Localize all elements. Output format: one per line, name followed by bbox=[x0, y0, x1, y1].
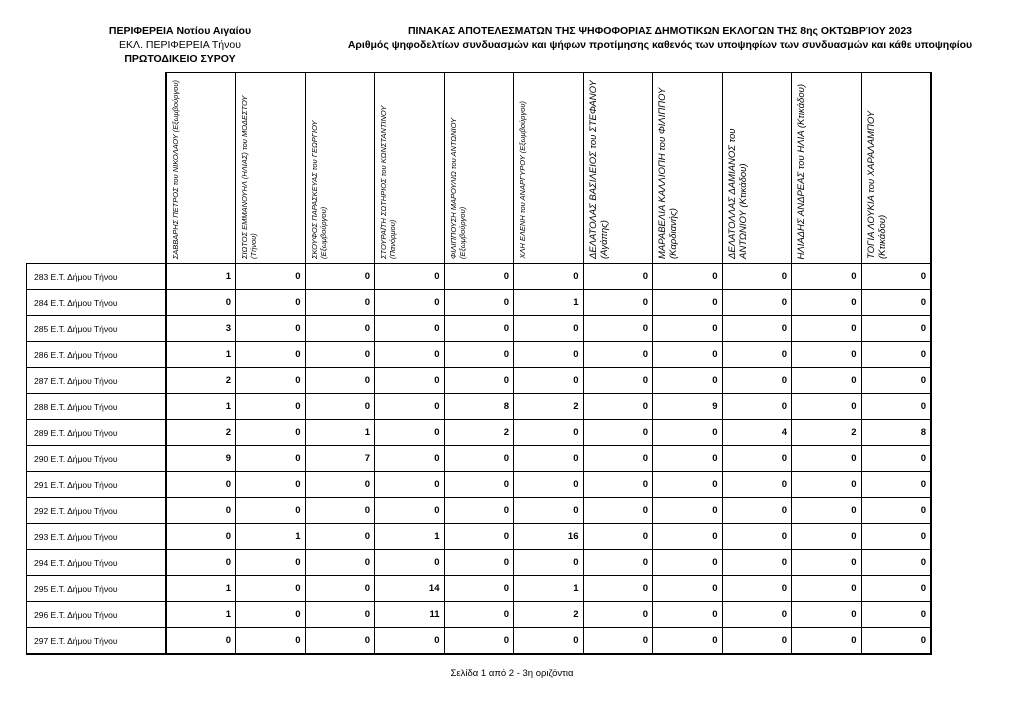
table-row bbox=[27, 446, 932, 472]
vote-count-cell: 0 bbox=[653, 420, 723, 446]
vote-count-cell: 0 bbox=[583, 524, 653, 550]
vote-count-cell: 0 bbox=[861, 628, 931, 655]
vote-count-cell: 0 bbox=[583, 576, 653, 602]
vote-count-cell: 0 bbox=[722, 264, 792, 290]
vote-count-cell: 0 bbox=[236, 472, 306, 498]
polling-station-label: 284 Ε.Τ. Δήμου Τήνου bbox=[27, 290, 166, 316]
candidate-name: ΜΑΡΑΒΕΛΙΑ ΚΑΛΛΙΟΠΗ του ΦΙΛΙΠΠΟΥ (Καρδιανής) bbox=[657, 87, 679, 259]
vote-count-cell: 11 bbox=[375, 602, 445, 628]
candidate-header bbox=[514, 73, 584, 264]
vote-count-cell: 0 bbox=[583, 342, 653, 368]
table-row bbox=[27, 602, 932, 628]
vote-count-cell: 0 bbox=[583, 316, 653, 342]
vote-count-cell: 0 bbox=[444, 290, 514, 316]
vote-count-cell: 4 bbox=[722, 420, 792, 446]
vote-count-cell: 0 bbox=[166, 498, 236, 524]
candidate-name: ΦΙΛΙΠΠΟΥΣΗ ΜΑΡΟΥΛΙΩ του ΑΝΤΩΝΙΟΥ (Εξωμβούργου) bbox=[448, 117, 467, 259]
vote-count-cell: 0 bbox=[375, 290, 445, 316]
vote-count-cell: 0 bbox=[305, 394, 375, 420]
vote-count-cell: 0 bbox=[861, 342, 931, 368]
table-row bbox=[27, 628, 932, 655]
table-row bbox=[27, 342, 932, 368]
vote-count-cell: 0 bbox=[375, 342, 445, 368]
vote-count-cell: 0 bbox=[861, 498, 931, 524]
vote-count-cell: 0 bbox=[514, 446, 584, 472]
vote-count-cell: 0 bbox=[792, 342, 862, 368]
vote-count-cell: 1 bbox=[514, 576, 584, 602]
vote-count-cell: 0 bbox=[653, 498, 723, 524]
vote-count-cell: 1 bbox=[305, 420, 375, 446]
vote-count-cell: 0 bbox=[236, 446, 306, 472]
table-row bbox=[27, 394, 932, 420]
vote-count-cell: 9 bbox=[166, 446, 236, 472]
vote-count-cell: 0 bbox=[305, 628, 375, 655]
vote-count-cell: 0 bbox=[305, 264, 375, 290]
vote-count-cell: 0 bbox=[375, 550, 445, 576]
vote-count-cell: 0 bbox=[583, 602, 653, 628]
vote-count-cell: 0 bbox=[375, 498, 445, 524]
vote-count-cell: 0 bbox=[375, 472, 445, 498]
page-footer: Σελίδα 1 από 2 - 3η οριζόντια bbox=[450, 668, 574, 679]
vote-count-cell: 0 bbox=[305, 524, 375, 550]
vote-count-cell: 0 bbox=[653, 316, 723, 342]
vote-count-cell: 0 bbox=[722, 628, 792, 655]
polling-station-label: 293 Ε.Τ. Δήμου Τήνου bbox=[27, 524, 166, 550]
vote-count-cell: 0 bbox=[514, 420, 584, 446]
candidate-name: ΣΙΩΤΟΣ ΕΜΜΑΝΟΥΗΛ (ΗΛΙΑΣ) του ΜΟΔΕΣΤΟΥ (Τήνου) bbox=[240, 95, 258, 259]
vote-count-cell: 2 bbox=[166, 420, 236, 446]
polling-station-label: 287 Ε.Τ. Δήμου Τήνου bbox=[27, 368, 166, 394]
vote-count-cell: 0 bbox=[861, 316, 931, 342]
vote-count-cell: 0 bbox=[444, 602, 514, 628]
vote-count-cell: 0 bbox=[166, 524, 236, 550]
results-table bbox=[26, 72, 932, 655]
vote-count-cell: 0 bbox=[583, 420, 653, 446]
vote-count-cell: 2 bbox=[444, 420, 514, 446]
vote-count-cell: 0 bbox=[861, 368, 931, 394]
vote-count-cell: 0 bbox=[236, 498, 306, 524]
vote-count-cell: 0 bbox=[375, 264, 445, 290]
vote-count-cell: 0 bbox=[166, 628, 236, 655]
vote-count-cell: 0 bbox=[653, 342, 723, 368]
table-row bbox=[27, 316, 932, 342]
candidate-header bbox=[722, 73, 792, 264]
vote-count-cell: 0 bbox=[236, 420, 306, 446]
polling-station-label: 285 Ε.Τ. Δήμου Τήνου bbox=[27, 316, 166, 342]
header-left bbox=[80, 24, 280, 66]
vote-count-cell: 0 bbox=[583, 264, 653, 290]
vote-count-cell: 0 bbox=[444, 446, 514, 472]
vote-count-cell: 0 bbox=[653, 524, 723, 550]
candidate-name: ΣΤΟΥΡΑΪΤΗ ΣΩΤΗΡΙΟΣ του ΚΩΝΣΤΑΝΤΙΝΟΥ (Πανόρμου) bbox=[379, 105, 397, 259]
vote-count-cell: 0 bbox=[653, 264, 723, 290]
vote-count-cell: 0 bbox=[653, 446, 723, 472]
vote-count-cell: 0 bbox=[305, 550, 375, 576]
candidate-header bbox=[583, 73, 653, 264]
vote-count-cell: 0 bbox=[236, 368, 306, 394]
table-row bbox=[27, 264, 932, 290]
polling-station-label: 290 Ε.Τ. Δήμου Τήνου bbox=[27, 446, 166, 472]
vote-count-cell: 0 bbox=[236, 342, 306, 368]
vote-count-cell: 0 bbox=[722, 576, 792, 602]
electoral-district: ΕΚΛ. ΠΕΡΙΦΕΡΕΙΑ Τήνου bbox=[119, 39, 241, 51]
vote-count-cell: 0 bbox=[653, 550, 723, 576]
vote-count-cell: 0 bbox=[236, 576, 306, 602]
vote-count-cell: 0 bbox=[236, 394, 306, 420]
candidate-name: ΔΕΛΑΤΟΛΛΑΣ ΔΑΜΙΑΝΟΣ του ΑΝΤΩΝΙΟΥ (Κτικάδου) bbox=[726, 128, 749, 259]
vote-count-cell: 0 bbox=[861, 264, 931, 290]
vote-count-cell: 0 bbox=[583, 394, 653, 420]
table-corner bbox=[27, 73, 166, 264]
vote-count-cell: 0 bbox=[236, 628, 306, 655]
candidate-name: ΔΕΛΑΤΟΛΑΣ ΒΑΣΙΛΕΙΟΣ του ΣΤΕΦΑΝΟΥ (Αγάπης) bbox=[587, 80, 610, 259]
vote-count-cell: 0 bbox=[722, 342, 792, 368]
vote-count-cell: 0 bbox=[583, 368, 653, 394]
vote-count-cell: 0 bbox=[792, 550, 862, 576]
vote-count-cell: 0 bbox=[514, 550, 584, 576]
vote-count-cell: 0 bbox=[444, 342, 514, 368]
vote-count-cell: 0 bbox=[305, 290, 375, 316]
vote-count-cell: 2 bbox=[514, 602, 584, 628]
vote-count-cell: 1 bbox=[166, 576, 236, 602]
candidate-name: ΗΛΙΑΔΗΣ ΑΝΔΡΕΑΣ του ΗΛΙΑ (Κτικάδου) bbox=[796, 83, 807, 259]
vote-count-cell: 0 bbox=[722, 550, 792, 576]
vote-count-cell: 0 bbox=[792, 472, 862, 498]
vote-count-cell: 0 bbox=[792, 290, 862, 316]
vote-count-cell: 0 bbox=[375, 446, 445, 472]
vote-count-cell: 0 bbox=[375, 316, 445, 342]
vote-count-cell: 8 bbox=[861, 420, 931, 446]
vote-count-cell: 8 bbox=[444, 394, 514, 420]
vote-count-cell: 0 bbox=[375, 394, 445, 420]
polling-station-label: 288 Ε.Τ. Δήμου Τήνου bbox=[27, 394, 166, 420]
vote-count-cell: 0 bbox=[861, 550, 931, 576]
vote-count-cell: 0 bbox=[653, 602, 723, 628]
candidate-name: ΣΑΒΒΑΡΗΣ ΠΕΤΡΟΣ του ΝΙΚΟΛΑΟΥ (Εξωμβούργου) bbox=[170, 79, 180, 259]
vote-count-cell: 0 bbox=[236, 602, 306, 628]
vote-count-cell: 0 bbox=[722, 602, 792, 628]
vote-count-cell: 0 bbox=[861, 446, 931, 472]
vote-count-cell: 3 bbox=[166, 316, 236, 342]
vote-count-cell: 0 bbox=[514, 498, 584, 524]
table-row bbox=[27, 550, 932, 576]
vote-count-cell: 0 bbox=[722, 316, 792, 342]
vote-count-cell: 0 bbox=[653, 368, 723, 394]
document-title: ΠΙΝΑΚΑΣ ΑΠΟΤΕΛΕΣΜΑΤΩΝ ΤΗΣ ΨΗΦΟΦΟΡΙΑΣ ΔΗΜΟΤΙΚΩΝ ΕΚΛΟΓΩΝ ΤΗΣ 8ης ΟΚΤΩΒΡΊΟΥ 2023 bbox=[407, 25, 913, 37]
vote-count-cell: 0 bbox=[444, 524, 514, 550]
vote-count-cell: 0 bbox=[375, 368, 445, 394]
vote-count-cell: 1 bbox=[375, 524, 445, 550]
results-body bbox=[27, 264, 932, 655]
vote-count-cell: 0 bbox=[305, 576, 375, 602]
table-row bbox=[27, 290, 932, 316]
polling-station-label: 289 Ε.Τ. Δήμου Τήνου bbox=[27, 420, 166, 446]
vote-count-cell: 0 bbox=[722, 394, 792, 420]
candidate-header-row bbox=[27, 73, 932, 264]
vote-count-cell: 0 bbox=[653, 628, 723, 655]
polling-station-label: 296 Ε.Τ. Δήμου Τήνου bbox=[27, 602, 166, 628]
region-name: ΠΕΡΙΦΕΡΕΙΑ Νοτίου Αιγαίου bbox=[108, 25, 252, 37]
polling-station-label: 292 Ε.Τ. Δήμου Τήνου bbox=[27, 498, 166, 524]
vote-count-cell: 2 bbox=[792, 420, 862, 446]
vote-count-cell: 0 bbox=[514, 472, 584, 498]
vote-count-cell: 0 bbox=[861, 394, 931, 420]
vote-count-cell: 0 bbox=[722, 446, 792, 472]
vote-count-cell: 1 bbox=[166, 394, 236, 420]
vote-count-cell: 0 bbox=[305, 316, 375, 342]
vote-count-cell: 0 bbox=[444, 576, 514, 602]
table-row bbox=[27, 368, 932, 394]
vote-count-cell: 0 bbox=[722, 472, 792, 498]
vote-count-cell: 0 bbox=[792, 394, 862, 420]
vote-count-cell: 2 bbox=[514, 394, 584, 420]
vote-count-cell: 0 bbox=[236, 316, 306, 342]
vote-count-cell: 2 bbox=[166, 368, 236, 394]
vote-count-cell: 0 bbox=[305, 368, 375, 394]
document-subtitle: Αριθμός ψηφοδελτίων συνδυασμών και ψήφων προτίμησης καθενός των υποψηφίων των συνδυασμών και κάθε υποψηφίου bbox=[347, 39, 973, 51]
table-row bbox=[27, 576, 932, 602]
vote-count-cell: 0 bbox=[722, 498, 792, 524]
vote-count-cell: 0 bbox=[583, 498, 653, 524]
header-right bbox=[300, 24, 1020, 52]
vote-count-cell: 0 bbox=[583, 550, 653, 576]
candidate-header bbox=[236, 73, 306, 264]
vote-count-cell: 0 bbox=[305, 602, 375, 628]
candidate-header bbox=[444, 73, 514, 264]
vote-count-cell: 0 bbox=[722, 524, 792, 550]
vote-count-cell: 1 bbox=[236, 524, 306, 550]
vote-count-cell: 0 bbox=[166, 290, 236, 316]
polling-station-label: 286 Ε.Τ. Δήμου Τήνου bbox=[27, 342, 166, 368]
candidate-header bbox=[166, 73, 236, 264]
vote-count-cell: 0 bbox=[444, 550, 514, 576]
vote-count-cell: 0 bbox=[444, 316, 514, 342]
vote-count-cell: 0 bbox=[792, 316, 862, 342]
polling-station-label: 283 Ε.Τ. Δήμου Τήνου bbox=[27, 264, 166, 290]
vote-count-cell: 0 bbox=[583, 446, 653, 472]
vote-count-cell: 0 bbox=[861, 602, 931, 628]
vote-count-cell: 16 bbox=[514, 524, 584, 550]
vote-count-cell: 0 bbox=[722, 368, 792, 394]
vote-count-cell: 0 bbox=[792, 602, 862, 628]
vote-count-cell: 1 bbox=[514, 290, 584, 316]
candidate-header bbox=[861, 73, 931, 264]
candidate-header bbox=[653, 73, 723, 264]
vote-count-cell: 0 bbox=[444, 472, 514, 498]
vote-count-cell: 0 bbox=[792, 628, 862, 655]
vote-count-cell: 0 bbox=[514, 628, 584, 655]
vote-count-cell: 0 bbox=[792, 368, 862, 394]
polling-station-label: 295 Ε.Τ. Δήμου Τήνου bbox=[27, 576, 166, 602]
vote-count-cell: 0 bbox=[861, 524, 931, 550]
vote-count-cell: 0 bbox=[444, 498, 514, 524]
polling-station-label: 291 Ε.Τ. Δήμου Τήνου bbox=[27, 472, 166, 498]
vote-count-cell: 0 bbox=[653, 576, 723, 602]
vote-count-cell: 0 bbox=[444, 368, 514, 394]
vote-count-cell: 0 bbox=[514, 316, 584, 342]
vote-count-cell: 0 bbox=[792, 576, 862, 602]
vote-count-cell: 14 bbox=[375, 576, 445, 602]
polling-station-label: 294 Ε.Τ. Δήμου Τήνου bbox=[27, 550, 166, 576]
candidate-name: ΣΚΟΥΦΟΣ ΠΑΡΑΣΚΕΥΑΣ του ΓΕΩΡΓΙΟΥ (Εξωμβούργου) bbox=[309, 120, 328, 259]
court-name: ΠΡΩΤΟΔΙΚΕΙΟ ΣΥΡΟΥ bbox=[124, 53, 236, 65]
vote-count-cell: 0 bbox=[375, 628, 445, 655]
candidate-header bbox=[305, 73, 375, 264]
table-row bbox=[27, 498, 932, 524]
vote-count-cell: 0 bbox=[444, 264, 514, 290]
vote-count-cell: 0 bbox=[166, 472, 236, 498]
vote-count-cell: 0 bbox=[444, 628, 514, 655]
candidate-header bbox=[792, 73, 862, 264]
vote-count-cell: 0 bbox=[792, 264, 862, 290]
vote-count-cell: 0 bbox=[653, 472, 723, 498]
vote-count-cell: 0 bbox=[583, 472, 653, 498]
vote-count-cell: 0 bbox=[236, 550, 306, 576]
table-row bbox=[27, 420, 932, 446]
vote-count-cell: 0 bbox=[236, 290, 306, 316]
vote-count-cell: 0 bbox=[305, 498, 375, 524]
polling-station-label: 297 Ε.Τ. Δήμου Τήνου bbox=[27, 628, 166, 655]
vote-count-cell: 0 bbox=[861, 472, 931, 498]
vote-count-cell: 0 bbox=[305, 342, 375, 368]
vote-count-cell: 0 bbox=[583, 628, 653, 655]
vote-count-cell: 0 bbox=[653, 290, 723, 316]
candidate-header bbox=[375, 73, 445, 264]
candidate-name: ΤΟΓΙΑ ΛΟΥΚΙΑ του ΧΑΡΑΛΑΜΠΟΥ (Κτικάδου) bbox=[865, 110, 888, 259]
vote-count-cell: 0 bbox=[792, 446, 862, 472]
vote-count-cell: 0 bbox=[583, 290, 653, 316]
vote-count-cell: 0 bbox=[236, 264, 306, 290]
vote-count-cell: 0 bbox=[861, 290, 931, 316]
vote-count-cell: 1 bbox=[166, 342, 236, 368]
vote-count-cell: 7 bbox=[305, 446, 375, 472]
vote-count-cell: 0 bbox=[166, 550, 236, 576]
table-row bbox=[27, 472, 932, 498]
vote-count-cell: 0 bbox=[514, 264, 584, 290]
vote-count-cell: 0 bbox=[375, 420, 445, 446]
candidate-name: ΧΛΗ ΕΛΕΝΗ του ΑΝΑΡΓΥΡΟΥ (Εξωμβούργου) bbox=[518, 101, 527, 259]
vote-count-cell: 9 bbox=[653, 394, 723, 420]
vote-count-cell: 0 bbox=[792, 524, 862, 550]
vote-count-cell: 0 bbox=[861, 576, 931, 602]
table-row bbox=[27, 524, 932, 550]
vote-count-cell: 0 bbox=[514, 342, 584, 368]
vote-count-cell: 0 bbox=[722, 290, 792, 316]
vote-count-cell: 1 bbox=[166, 264, 236, 290]
vote-count-cell: 0 bbox=[792, 498, 862, 524]
vote-count-cell: 0 bbox=[305, 472, 375, 498]
vote-count-cell: 0 bbox=[514, 368, 584, 394]
vote-count-cell: 1 bbox=[166, 602, 236, 628]
